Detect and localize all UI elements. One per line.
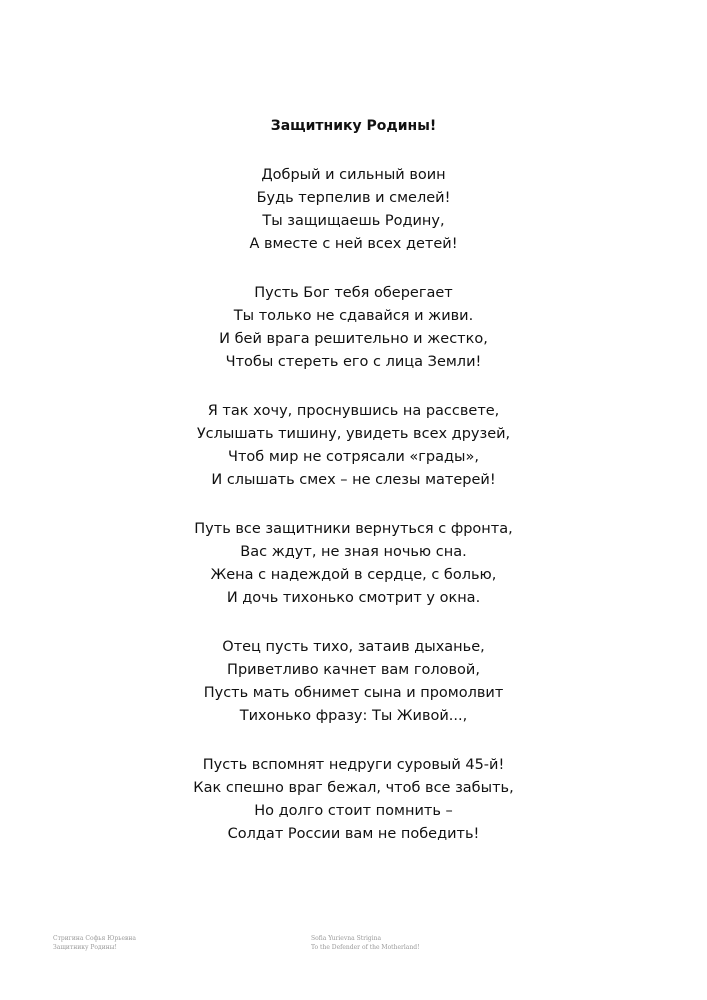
stanza-2	[0, 282, 707, 374]
footer-title-en: To the Defender of the Motherland!	[311, 944, 420, 951]
poem	[0, 116, 707, 872]
poem-line: Ты только не сдавайся и живи.	[233, 308, 474, 324]
poem-line: Приветливо качнет вам головой,	[227, 662, 480, 678]
poem-line: И слышать смех – не слезы матерей!	[211, 472, 496, 488]
footer-author-en: Sofia Yurievna Strigina	[311, 935, 382, 942]
stanza-3	[0, 400, 707, 492]
poem-line: Вас ждут, не зная ночью сна.	[240, 544, 467, 560]
poem-line: Будь терпелив и смелей!	[256, 190, 451, 206]
poem-line: Пусть вспомнят недруги суровый 45-й!	[202, 757, 505, 773]
poem-line: Путь все защитники вернуться с фронта,	[194, 521, 513, 537]
poem-line: А вместе с ней всех детей!	[249, 236, 458, 252]
poem-line: Жена с надеждой в сердце, с болью,	[210, 567, 497, 583]
poem-line: Услышать тишину, увидеть всех друзей,	[196, 426, 511, 442]
stanza-4	[0, 518, 707, 610]
footer-author-ru: Стригина Софья Юрьевна	[53, 935, 137, 942]
poem-line: Но долго стоит помнить –	[254, 803, 453, 819]
stanza-6	[0, 754, 707, 846]
poem-line: Ты защищаешь Родину,	[262, 213, 445, 229]
footer-title-ru: Защитнику Родины!	[53, 944, 117, 951]
poem-line: Я так хочу, проснувшись на рассвете,	[207, 403, 500, 419]
poem-line: Пусть Бог тебя оберегает	[254, 285, 453, 301]
poem-line: Тихонько фразу: Ты Живой...,	[239, 708, 468, 724]
stanza-5	[0, 636, 707, 728]
footer-right	[311, 934, 420, 952]
poem-line: Пусть мать обнимет сына и промолвит	[203, 685, 504, 701]
poem-line: И дочь тихонько смотрит у окна.	[226, 590, 481, 606]
poem-line: Чтоб мир не сотрясали «грады»,	[228, 449, 479, 465]
poem-title: Защитнику Родины!	[270, 118, 437, 134]
poem-line: Добрый и сильный воин	[261, 167, 446, 183]
footer-left	[53, 934, 136, 952]
poem-line: И бей врага решительно и жестко,	[219, 331, 488, 347]
poem-line: Чтобы стереть его с лица Земли!	[225, 354, 482, 370]
poem-line: Солдат России вам не победить!	[227, 826, 480, 842]
poem-line: Как спешно враг бежал, чтоб все забыть,	[193, 780, 514, 796]
stanza-1	[0, 164, 707, 256]
poem-line: Отец пусть тихо, затаив дыханье,	[222, 639, 485, 655]
